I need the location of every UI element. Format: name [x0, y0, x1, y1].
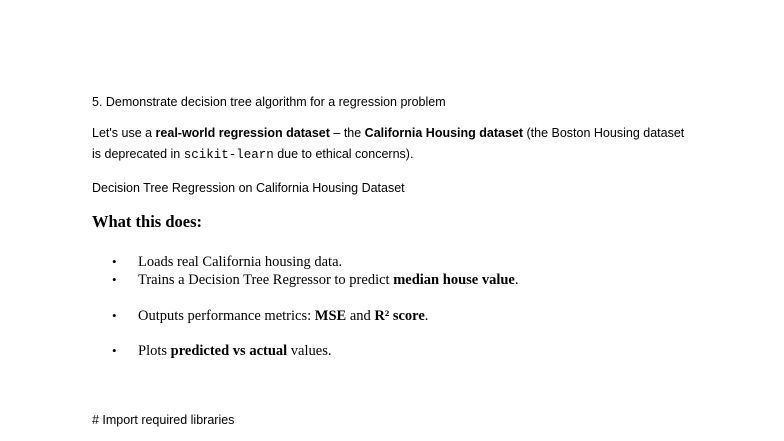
intro-dash: – the	[329, 126, 365, 140]
task-heading: 5. Demonstrate decision tree algorithm for a regression problem	[92, 95, 446, 109]
bullet-text-r2: R² score	[374, 308, 425, 324]
library-name: scikit-learn	[183, 148, 274, 162]
section-subtitle: Decision Tree Regression on California Housing Dataset	[92, 181, 405, 195]
intro-paragraph-line-1	[92, 125, 684, 141]
bullet-item-load-data	[112, 253, 342, 271]
bullet-dot-icon: •	[112, 254, 117, 269]
bullet-item-train-model	[112, 271, 519, 289]
bullet-text-pre: Outputs performance metrics:	[138, 308, 315, 324]
bullet-text-bold: median house value	[393, 272, 515, 288]
what-this-does-title: What this does:	[92, 212, 203, 231]
bullet-text-post: .	[424, 308, 429, 324]
bullet-text-post: .	[514, 272, 519, 288]
bullet-item-metrics	[112, 307, 428, 325]
bullet-text-pre: Plots	[138, 343, 171, 359]
bullet-text-bold: predicted vs actual	[170, 343, 288, 359]
bullet-text: Loads real California housing data.	[138, 254, 343, 270]
intro-tail-2-post: due to ethical concerns).	[273, 147, 414, 161]
bullet-text-pre: Trains a Decision Tree Regressor to predict	[138, 272, 394, 288]
bullet-dot-icon: •	[112, 272, 117, 287]
intro-dataset-name: California Housing dataset	[364, 126, 524, 140]
bullet-item-plot	[112, 342, 331, 360]
intro-tail-2-pre: is deprecated in	[92, 147, 184, 161]
bullet-dot-icon: •	[112, 343, 117, 358]
bullet-text-mid: and	[346, 308, 375, 324]
bullet-text-mse: MSE	[314, 308, 347, 324]
code-comment: # Import required libraries	[92, 413, 235, 427]
intro-dataset-phrase: real-world regression dataset	[155, 126, 330, 140]
intro-lead: Let's use a	[92, 126, 156, 140]
intro-tail-1: (the Boston Housing dataset	[523, 126, 685, 140]
intro-paragraph-line-2	[92, 146, 413, 163]
bullet-dot-icon: •	[112, 308, 117, 323]
bullet-text-post: values.	[287, 343, 332, 359]
